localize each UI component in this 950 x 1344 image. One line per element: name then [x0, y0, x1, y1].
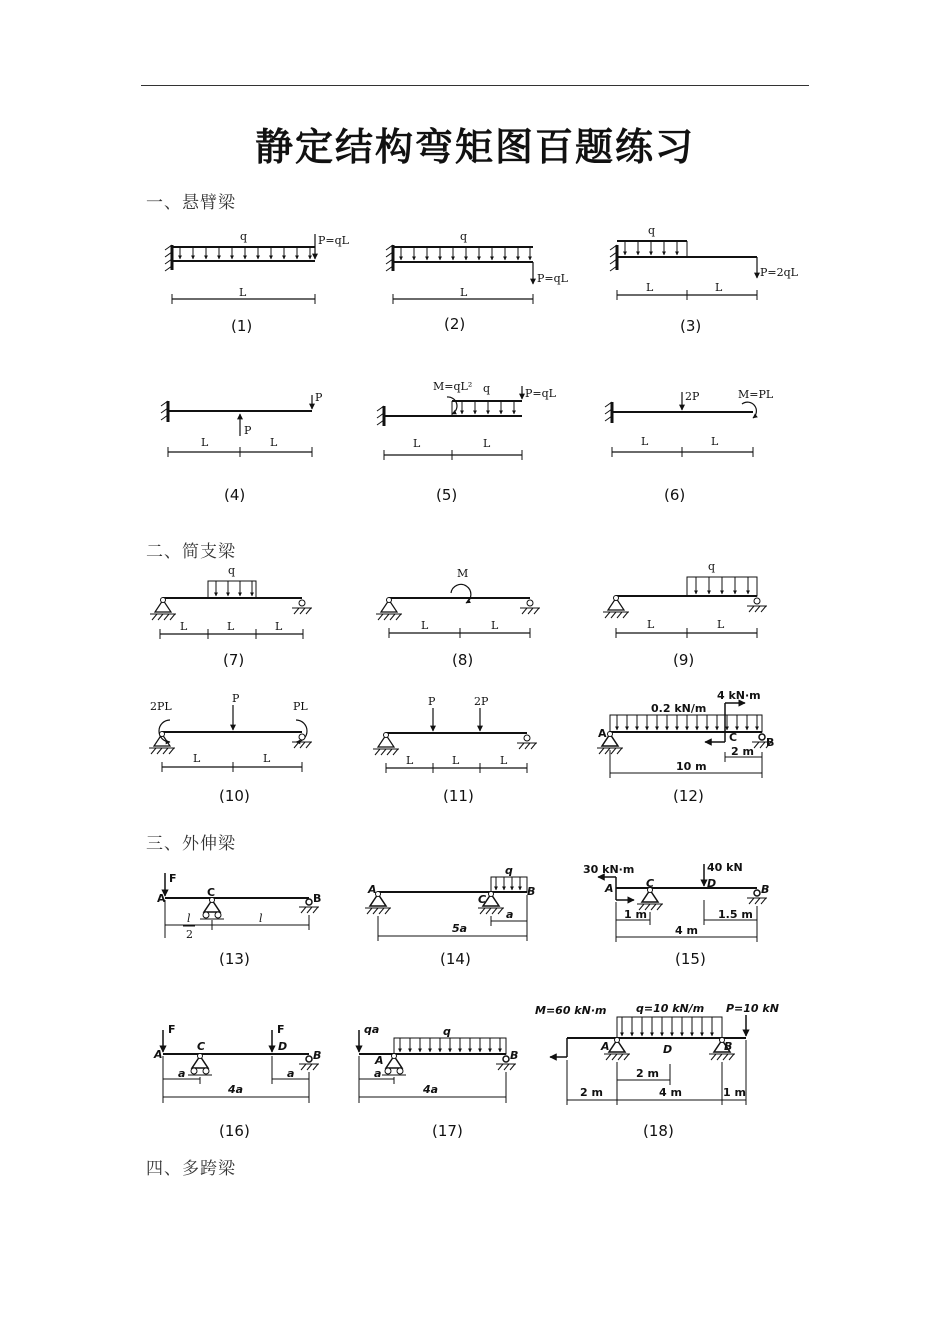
- label: l: [259, 912, 263, 925]
- label: 4 m: [675, 924, 698, 937]
- problem-5: [377, 386, 522, 460]
- label: A: [368, 883, 377, 896]
- label: B: [313, 892, 322, 905]
- label: q: [483, 382, 491, 395]
- problem-6: [605, 392, 756, 457]
- section-heading-simple-beam: 二、简支梁: [146, 542, 236, 562]
- label: a: [374, 1067, 382, 1080]
- label: 4 m: [659, 1086, 682, 1099]
- label: M=PL: [738, 388, 774, 401]
- label: P=qL: [525, 387, 556, 400]
- label: P=qL: [318, 234, 349, 247]
- label: 5a: [452, 922, 468, 935]
- label: P=2qL: [760, 266, 798, 279]
- label: A: [601, 1040, 610, 1053]
- label: M=qL²: [433, 380, 473, 393]
- label: P: [244, 424, 252, 437]
- problem-10: [149, 705, 312, 772]
- problem-number: (17): [432, 1122, 463, 1140]
- label: A: [605, 882, 614, 895]
- label: F: [169, 872, 177, 885]
- label: 2PL: [150, 700, 172, 713]
- label: D: [278, 1040, 288, 1053]
- label: A: [154, 1048, 163, 1061]
- label: C: [646, 877, 655, 890]
- label: q=10 kN/m: [636, 1002, 705, 1015]
- label: D: [663, 1043, 673, 1056]
- label: P: [428, 695, 436, 708]
- label: 40 kN: [707, 861, 743, 874]
- label: q: [460, 230, 468, 243]
- label: 4 kN·m: [717, 689, 761, 702]
- label: q: [648, 224, 656, 237]
- label: L: [711, 435, 719, 448]
- label: L: [263, 752, 271, 765]
- label: L: [715, 281, 723, 294]
- label: L: [180, 620, 188, 633]
- label: q: [240, 230, 248, 243]
- problem-number: (5): [436, 486, 458, 504]
- label: 1 m: [624, 908, 647, 921]
- label: q: [708, 560, 716, 573]
- label: 1.5 m: [718, 908, 753, 921]
- label: C: [478, 893, 487, 906]
- label: 2: [186, 928, 193, 941]
- label: L: [483, 437, 491, 450]
- label: a: [178, 1067, 186, 1080]
- label: 2 m: [580, 1086, 603, 1099]
- label: A: [375, 1054, 384, 1067]
- label: M: [457, 567, 469, 580]
- problem-4: [161, 395, 312, 457]
- label: C: [207, 886, 216, 899]
- problem-number: (18): [643, 1122, 674, 1140]
- label: 2 m: [731, 745, 754, 758]
- label: L: [193, 752, 201, 765]
- problem-number: (7): [223, 651, 245, 669]
- problem-number: (16): [219, 1122, 250, 1140]
- label: 2P: [474, 695, 489, 708]
- label: L: [647, 618, 655, 631]
- label: B: [761, 883, 770, 896]
- label: 2P: [685, 390, 700, 403]
- label: L: [717, 618, 725, 631]
- label: L: [460, 286, 468, 299]
- label: P: [232, 692, 240, 705]
- section-heading-overhang-beam: 三、外伸梁: [146, 834, 236, 854]
- problem-number: (6): [664, 486, 686, 504]
- problem-9: [603, 577, 767, 638]
- problem-number: (11): [443, 787, 474, 805]
- problem-number: (2): [444, 315, 466, 333]
- problem-number: (3): [680, 317, 702, 335]
- problem-number: (12): [673, 787, 704, 805]
- label: L: [413, 437, 421, 450]
- label: F: [168, 1023, 176, 1036]
- label: q: [505, 864, 513, 877]
- label: 0.2 kN/m: [651, 702, 707, 715]
- problem-number: (10): [219, 787, 250, 805]
- distributed-load-arrows: [180, 247, 310, 259]
- problem-8: [376, 584, 540, 638]
- label: L: [421, 619, 429, 632]
- label: M=60 kN·m: [535, 1004, 607, 1017]
- label: L: [641, 435, 649, 448]
- label: B: [766, 736, 775, 749]
- label: l: [187, 912, 191, 925]
- label: A: [598, 727, 607, 740]
- label: F: [277, 1023, 285, 1036]
- section-heading-multispan-beam: 四、多跨梁: [146, 1159, 236, 1179]
- label: 30 kN·m: [583, 863, 635, 876]
- problem-number: (13): [219, 950, 250, 968]
- label: B: [527, 885, 536, 898]
- label: L: [201, 436, 209, 449]
- label: D: [707, 877, 717, 890]
- problem-14: [365, 877, 527, 941]
- label: B: [313, 1049, 322, 1062]
- problem-number: (1): [231, 317, 253, 335]
- problem-number: (8): [452, 651, 474, 669]
- problem-number: (14): [440, 950, 471, 968]
- section-heading-cantilever: 一、悬臂梁: [146, 193, 236, 213]
- label: 1 m: [723, 1086, 746, 1099]
- label: a: [506, 908, 514, 921]
- label: a: [287, 1067, 295, 1080]
- label: q: [443, 1025, 451, 1038]
- label: 4a: [228, 1083, 244, 1096]
- label: C: [729, 731, 738, 744]
- label: L: [406, 754, 414, 767]
- label: q: [228, 564, 236, 577]
- problem-number: (4): [224, 486, 246, 504]
- label: L: [227, 620, 235, 633]
- problem-3: [610, 241, 757, 300]
- label: L: [275, 620, 283, 633]
- label: 4a: [423, 1083, 439, 1096]
- label: P=10 kN: [726, 1002, 779, 1015]
- label: L: [239, 286, 247, 299]
- label: B: [724, 1040, 733, 1053]
- problem-number: (15): [675, 950, 706, 968]
- label: 10 m: [676, 760, 707, 773]
- label: C: [197, 1040, 206, 1053]
- label: P=qL: [537, 272, 568, 285]
- page-title: 静定结构弯矩图百题练习: [254, 124, 695, 169]
- label: PL: [293, 700, 308, 713]
- label: B: [510, 1049, 519, 1062]
- label: L: [646, 281, 654, 294]
- label: 2 m: [636, 1067, 659, 1080]
- label: A: [157, 892, 166, 905]
- label: L: [270, 436, 278, 449]
- problem-number: (9): [673, 651, 695, 669]
- label: L: [452, 754, 460, 767]
- label: L: [500, 754, 508, 767]
- label: P: [315, 391, 323, 404]
- label: L: [491, 619, 499, 632]
- label: qa: [364, 1023, 380, 1036]
